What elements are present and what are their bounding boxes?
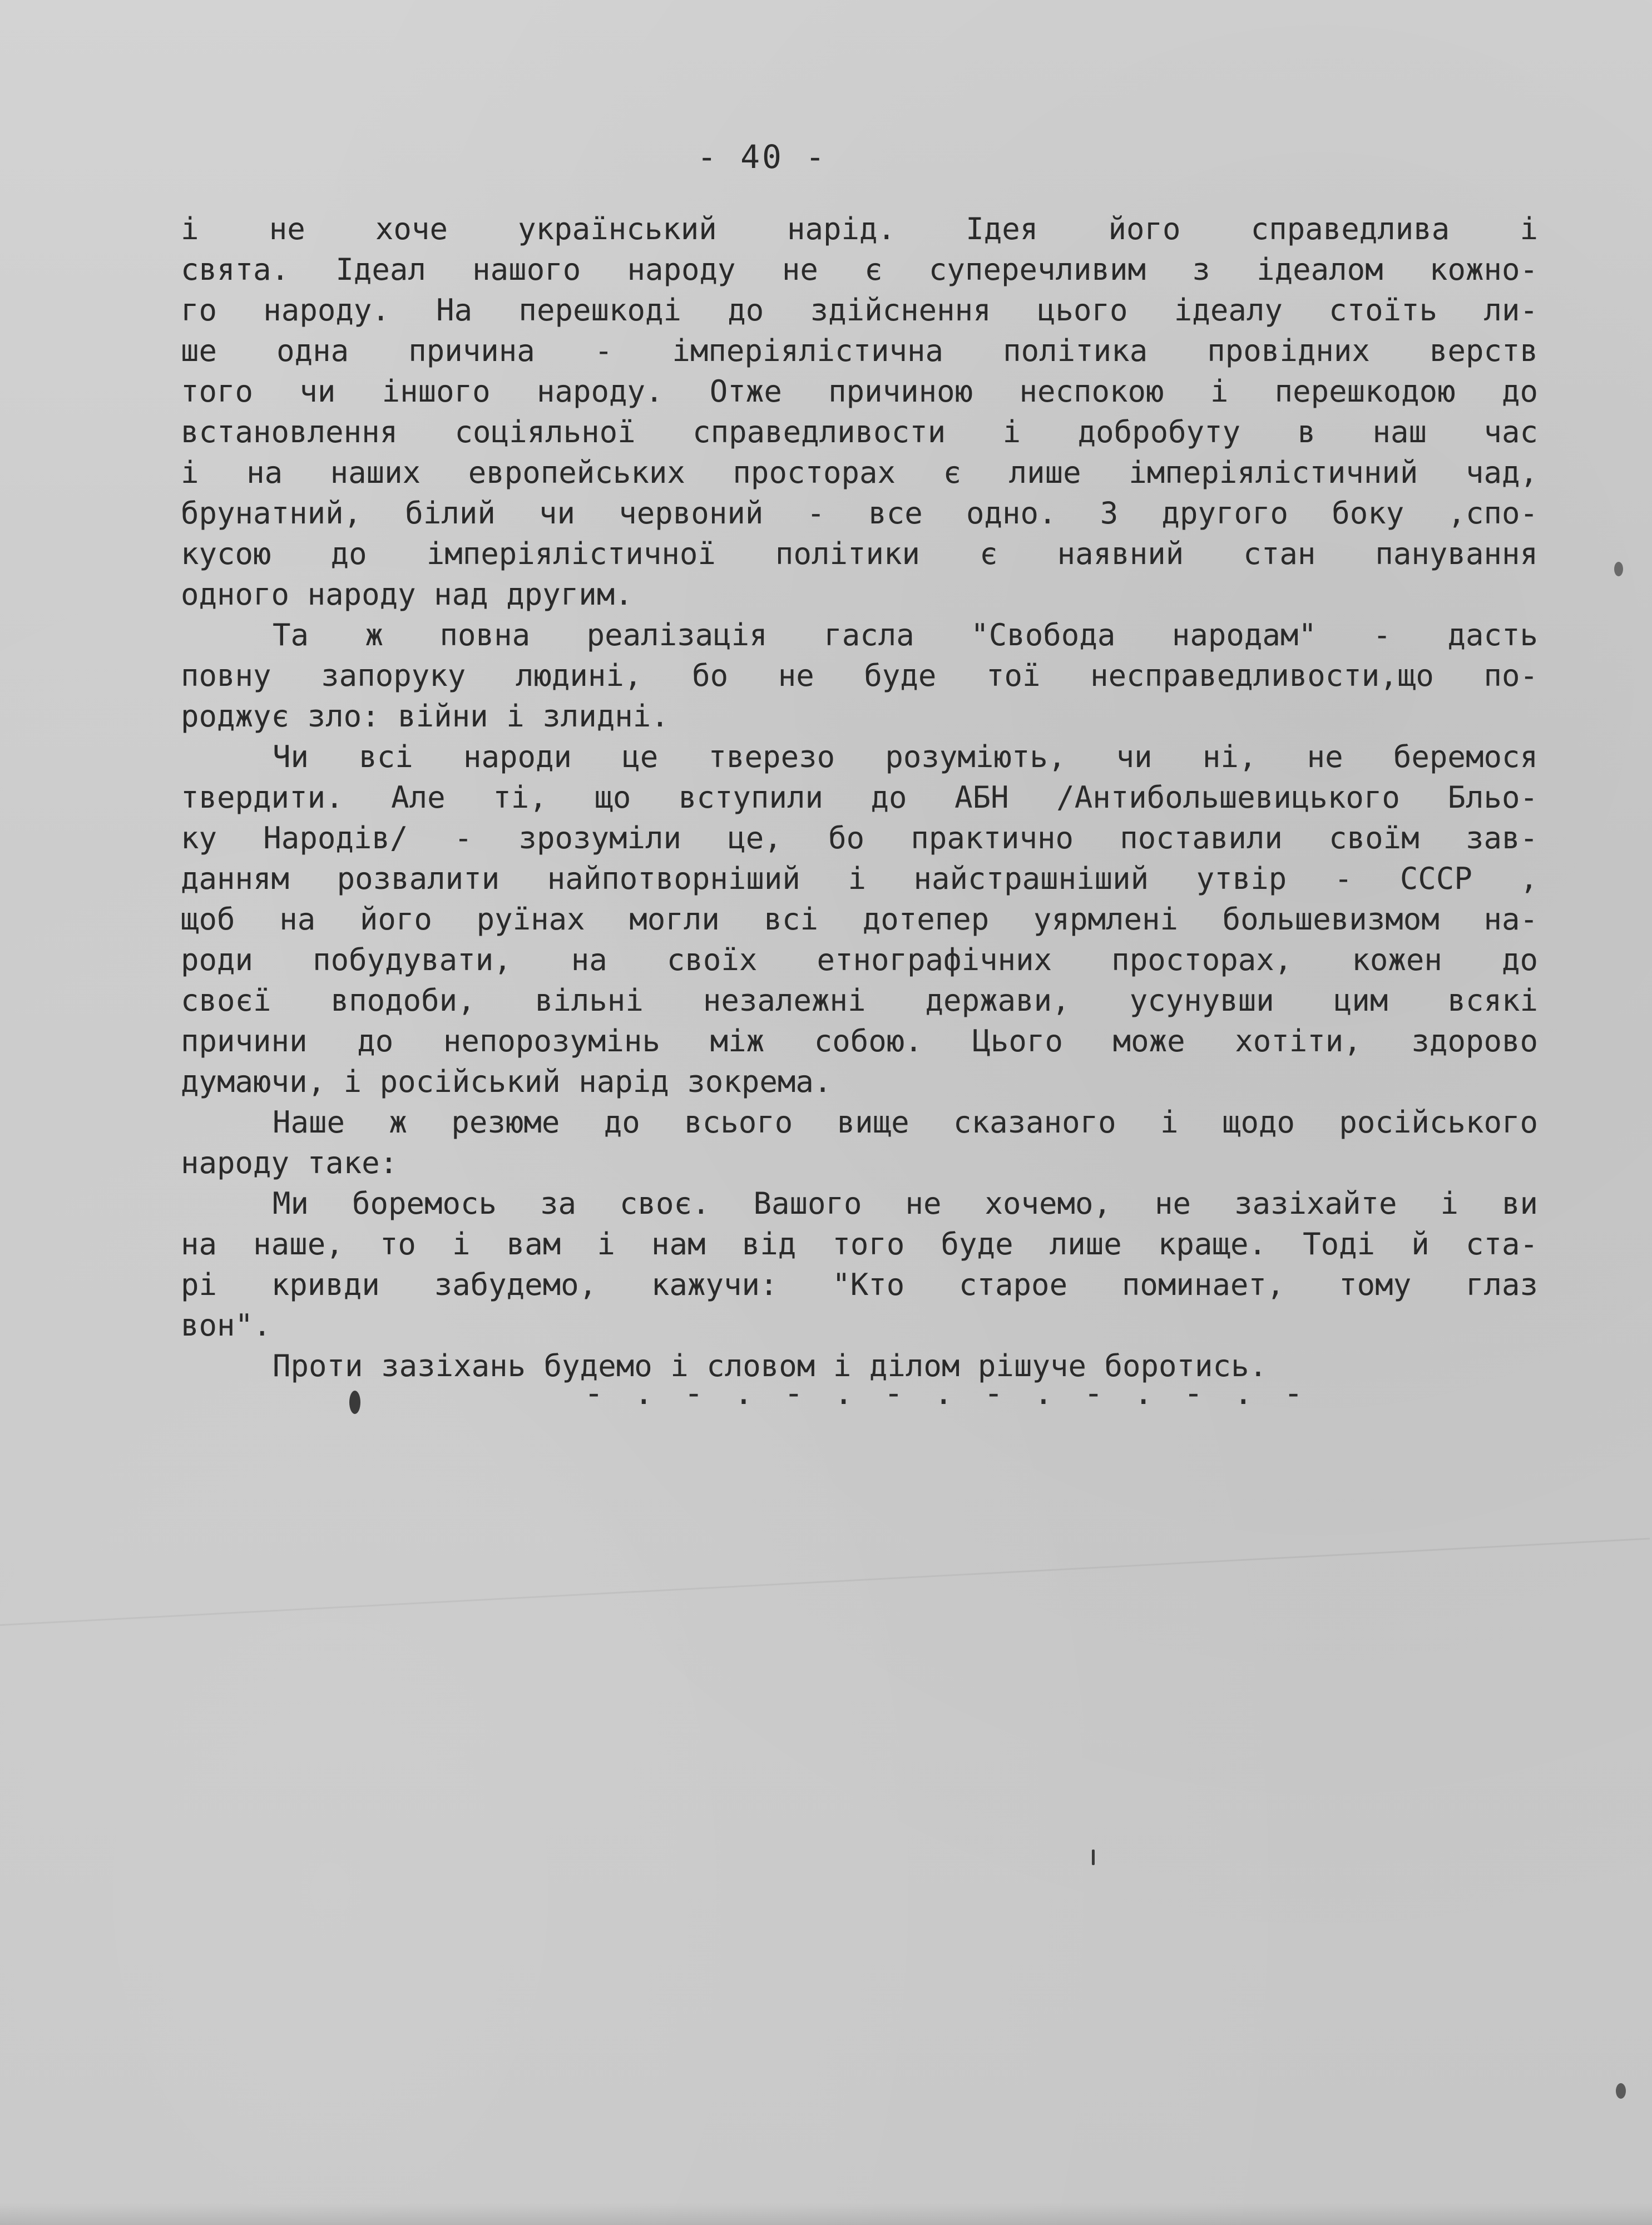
text-line: данням розвалити найпотворніший і найстрашніший утвір - СССР , [181, 861, 1538, 896]
text-line: думаючи, і російський нарід зокрема. [181, 1064, 832, 1099]
text-line: вон". [181, 1308, 271, 1343]
text-line: і на наших европейських просторах є лише імперіялістичний чад, [181, 455, 1538, 490]
text-line: роджує зло: війни і злидні. [181, 699, 669, 734]
text-line: ку Народів/ - зрозуміли це, бо практично поставили своїм зав- [181, 820, 1538, 856]
text-line: ше одна причина - імперіялістична політика провідних верств [181, 333, 1538, 368]
paper-bottom-edge [0, 2203, 1652, 2225]
text-line: Ми боремось за своє. Вашого не хочемо, не зазіхайте і ви [273, 1186, 1538, 1221]
text-line: роди побудувати, на своїх етнографічних просторах, кожен до [181, 942, 1538, 977]
text-line: брунатний, білий чи червоний - все одно. З другого боку ,спо- [181, 496, 1538, 531]
text-line: го народу. На перешкоді до здійснення цього ідеалу стоїть ли- [181, 293, 1538, 328]
text-line: встановлення соціяльної справедливости і добробуту в наш час [181, 414, 1538, 449]
page-number: - 40 - [697, 138, 827, 176]
ink-speck [1614, 562, 1623, 576]
text-line: і не хоче український нарід. Ідея його справедлива і [181, 211, 1538, 246]
ink-speck [1092, 1850, 1095, 1865]
text-line: твердити. Але ті, що вступили до АБН /Антибольшевицького Бльо- [181, 780, 1538, 815]
body-text [181, 209, 1538, 1386]
text-line: на наше, то і вам і нам від того буде лише краще. Тоді й ста- [181, 1227, 1538, 1262]
text-line: народу таке: [181, 1145, 398, 1180]
text-line: своєї вподоби, вільні незалежні держави, усунувши цим всякі [181, 983, 1538, 1018]
text-line: Проти зазіхань будемо і словом і ділом рішуче боротись. [273, 1348, 1268, 1383]
section-separator: - . - . - . - . - . - . - . - [584, 1374, 1309, 1412]
text-line: причини до непорозумінь між собою. Цього може хотіти, здорово [181, 1024, 1538, 1059]
text-line: кусою до імперіялістичної політики є наявний стан панування [181, 536, 1538, 571]
text-line: рі кривди забудемо, кажучи: "Кто старое поминает, тому глаз [181, 1267, 1538, 1302]
ink-speck [1616, 2083, 1626, 2099]
text-line: Та ж повна реалізація гасла "Свобода народам" - дасть [273, 617, 1538, 652]
text-line: Чи всі народи це тверезо розуміють, чи ні, не беремося [273, 739, 1538, 774]
text-line: Наше ж резюме до всього вище сказаного і щодо російського [273, 1105, 1538, 1140]
text-line: повну запоруку людині, бо не буде тої несправедливости,що по- [181, 658, 1538, 693]
text-line: щоб на його руїнах могли всі дотепер уярмлені большевизмом на- [181, 902, 1538, 937]
text-line: свята. Ідеал нашого народу не є суперечливим з ідеалом кожно- [181, 252, 1538, 287]
paper-fold-mark [0, 1538, 1650, 1626]
text-line: того чи іншого народу. Отже причиною неспокою і перешкодою до [181, 374, 1538, 409]
text-line: одного народу над другим. [181, 577, 633, 612]
ink-speck [349, 1391, 360, 1414]
